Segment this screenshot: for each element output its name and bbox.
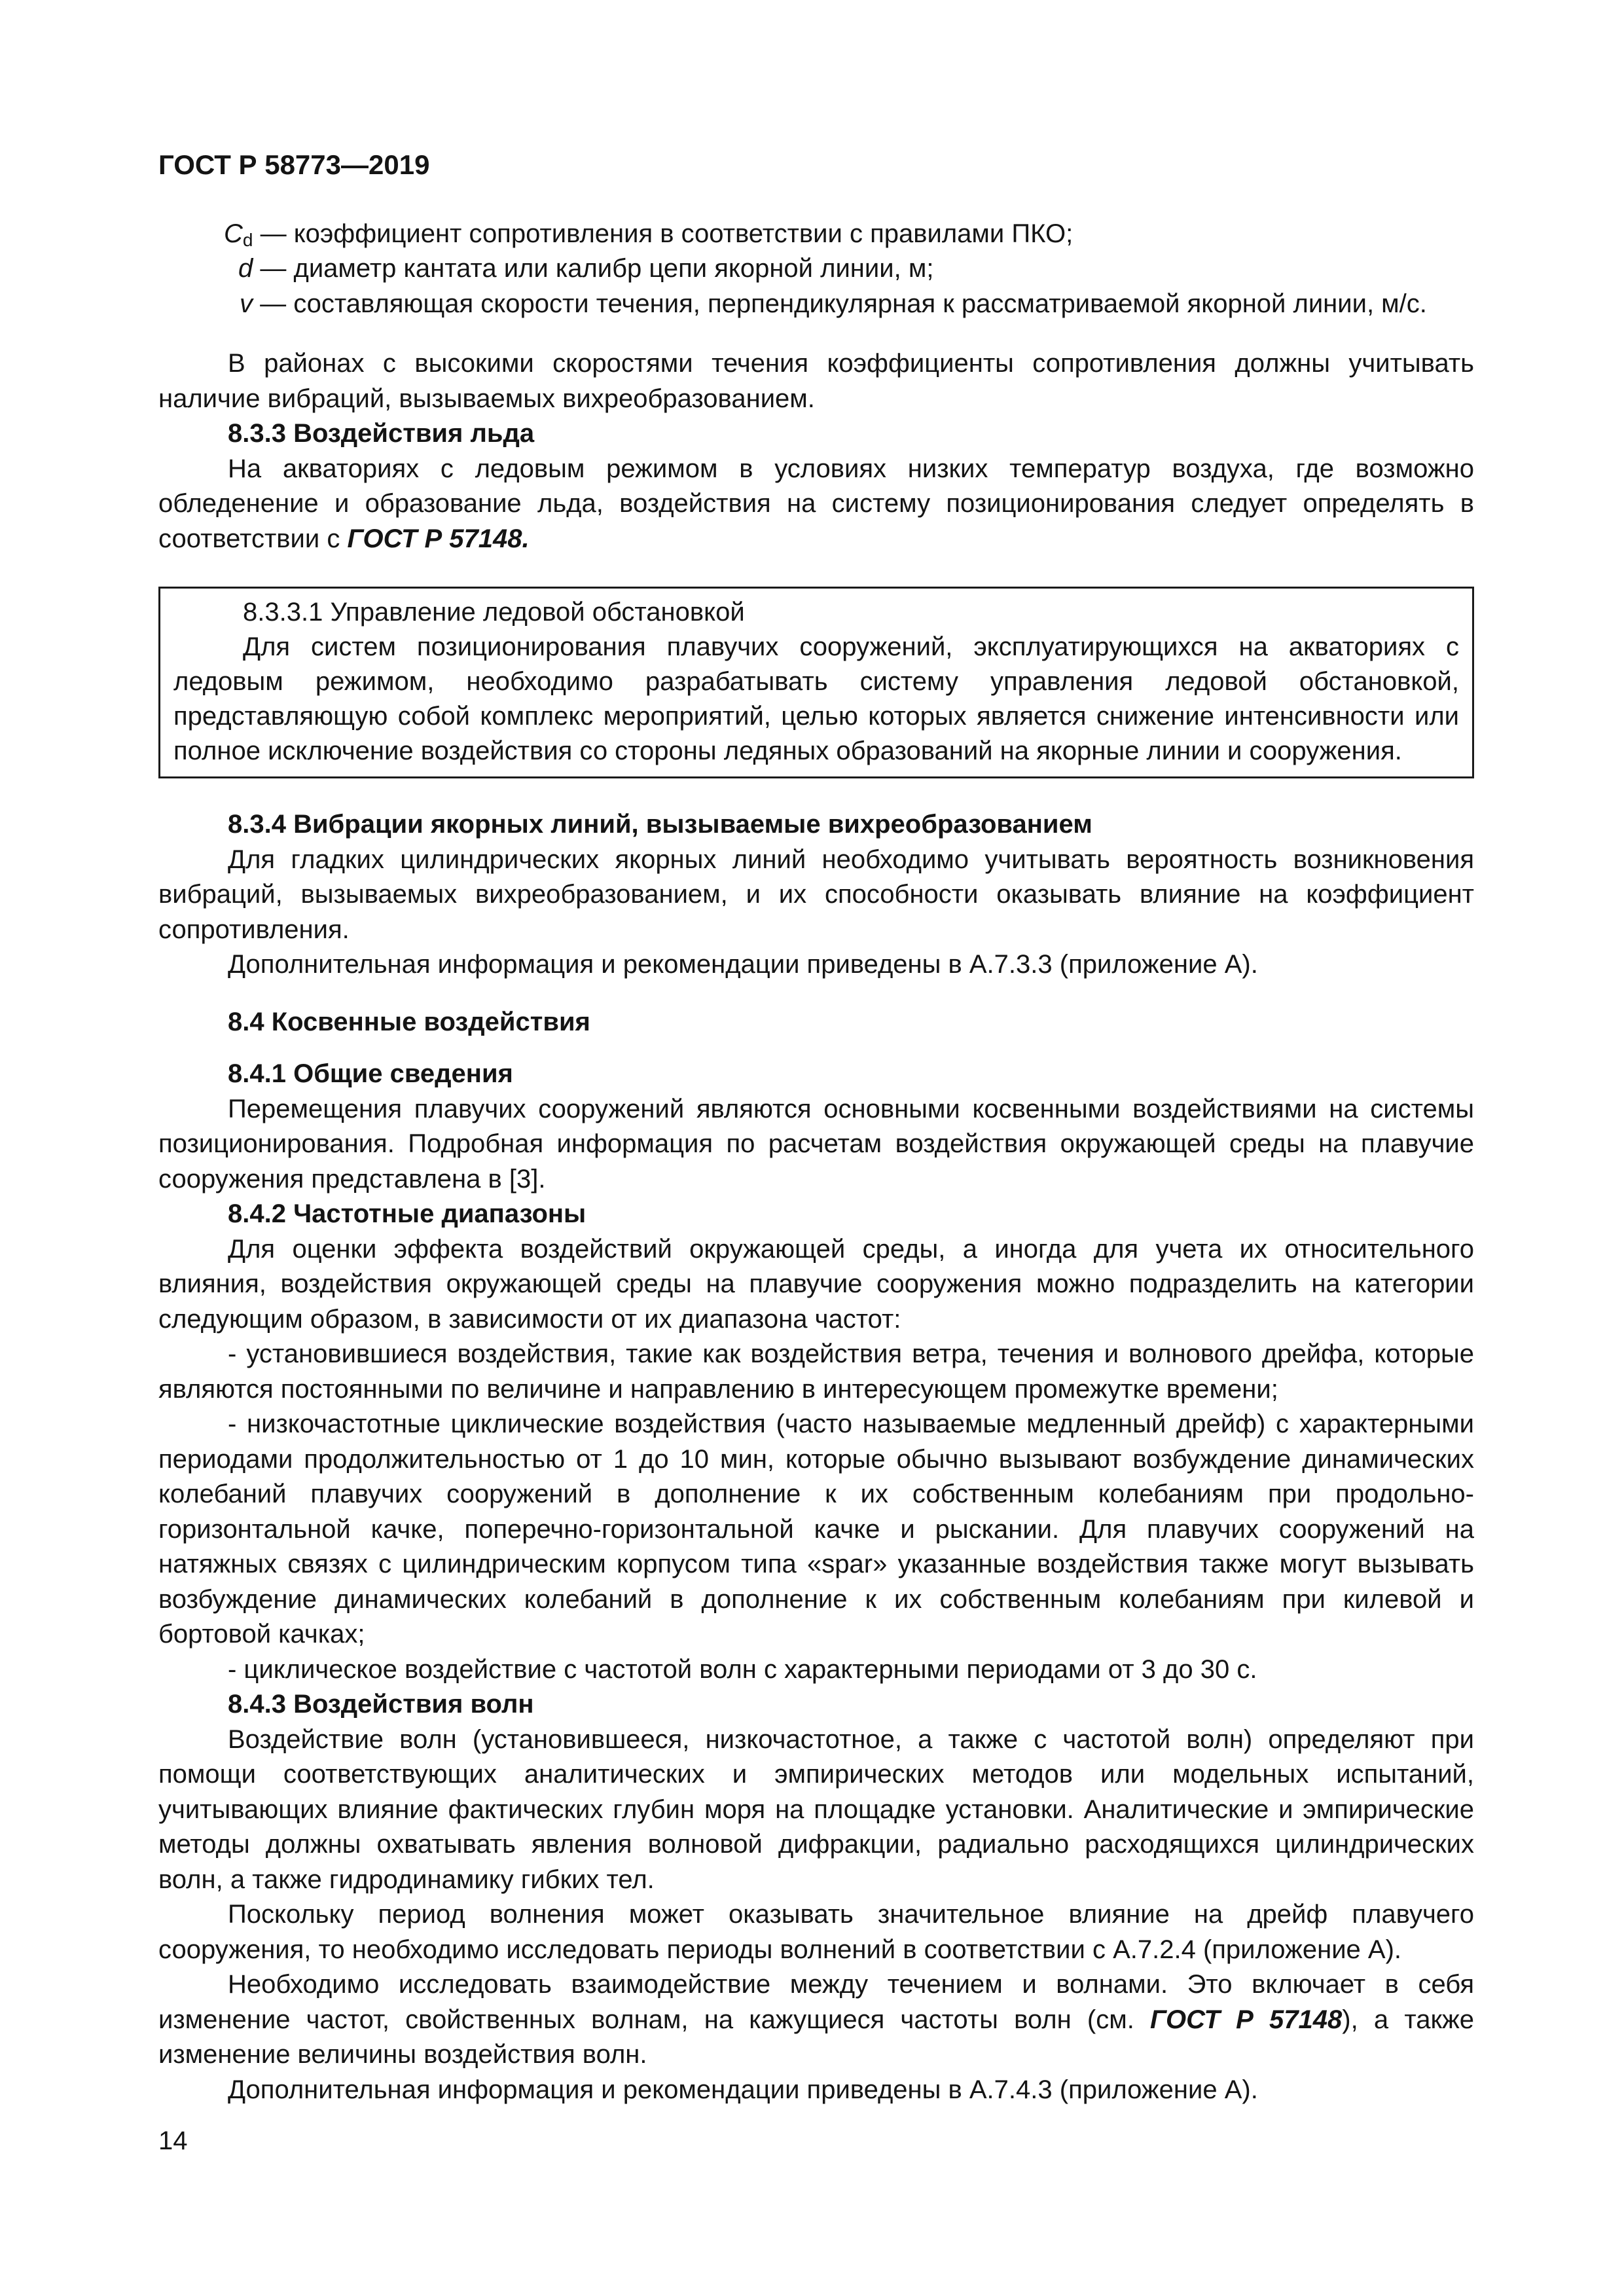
list-item: - циклическое воздействие с частотой волн с характерными периодами от 3 до 30 с. [228,1654,1257,1684]
heading-8-4: 8.4 Косвенные воздействия [228,1007,590,1036]
definition-text: — составляющая скорости течения, перпендикулярная к рассматриваемой якорной линии, м/с. [253,289,1427,318]
heading-8-4-3: 8.4.3 Воздействия волн [228,1690,534,1719]
paragraph: Воздействие волн (установившееся, низкочастотное, а также с частотой волн) определяют при помощи соответствующих аналитических и эмпирических методов или модельных испытаний, учитывающих влияние фактических глубин моря на площадке установки. Аналитические и эмпирические методы должны охватывать явления волновой дифракции, радиально расходящихся цилиндрических волн, а также гидродинамику гибких тел. [158,1724,1474,1894]
definition-d [158,251,1474,287]
framed-amendment-box [158,587,1474,778]
heading-8-3-4: 8.3.4 Вибрации якорных линий, вызываемые вихреобразованием [228,810,1092,839]
heading-8-3-3-1: 8.3.3.1 Управление ледовой обстановкой [243,598,745,627]
additional-info: Дополнительная информация и рекомендации приведены в А.7.3.3 (приложение А). [228,950,1258,979]
paragraph: Для гладких цилиндрических якорных линий необходимо учитывать вероятность возникновения вибраций, вызываемых вихреобразованием, и их способности оказывать влияние на коэффициент сопротивления. [158,845,1474,944]
standard-link[interactable]: ГОСТ Р 57148 [1150,2005,1343,2034]
symbol: v [240,289,253,318]
symbol: d [238,254,253,283]
paragraph [158,1967,1474,2073]
definition-cd [158,217,1474,252]
list-item: - низкочастотные циклические воздействия (часто называемые медленный дрейф) с характерными периодами продолжительностью от 1 до 10 мин, которые обычно вызывают возбуждение динамических колебаний плавучих сооружений в дополнение к их собственным колебаниям при продольно-горизонтальной качке, поперечно-горизонтальной качке и рыскании. Для плавучих сооружений на натяжных связях с цилиндрическим корпусом типа «spar» указанные воздействия также могут вызывать возбуждение динамических колебаний в дополнение к их собственным колебаниям при килевой и бортовой качках; [158,1410,1474,1649]
paragraph: В районах с высокими скоростями течения коэффициенты сопротивления должны учитывать наличие вибраций, вызываемых вихреобразованием. [158,349,1474,413]
symbol-definitions [158,217,1474,322]
paragraph [158,452,1474,557]
list-item: - установившиеся воздействия, такие как воздействия ветра, течения и волнового дрейфа, которые являются постоянными по величине и направлению в интересующем промежутке времени; [158,1339,1474,1404]
page-number: 14 [158,2126,188,2155]
symbol-subscript: d [242,229,253,250]
paragraph: Для систем позиционирования плавучих сооружений, эксплуатирующихся на акваториях с ледовым режимом, необходимо разрабатывать систему управления ледовой обстановкой, представляющую собой комплекс мероприятий, целью которых является снижение интенсивности или полное исключение воздействия со стороны ледяных образований на якорные линии и сооружения. [173,632,1459,765]
paragraph: Для оценки эффекта воздействий окружающей среды, а иногда для учета их относительного влияния, воздействия окружающей среды на плавучие сооружения можно подразделить на категории следующим образом, в зависимости от их диапазона частот: [158,1234,1474,1334]
heading-8-4-1: 8.4.1 Общие сведения [228,1059,513,1088]
definition-text: — диаметр кантата или калибр цепи якорной линии, м; [253,254,934,283]
heading-8-4-2: 8.4.2 Частотные диапазоны [228,1199,586,1228]
additional-info: Дополнительная информация и рекомендации приведены в А.7.4.3 (приложение А). [228,2075,1258,2104]
paragraph-text: Необходимо исследовать взаимодействие между течением и волнами. Это включает в себя изменение частот, свойственных волнам, на кажущиеся частоты волн (см. [158,1970,1474,2034]
paragraph: Поскольку период волнения может оказывать значительное влияние на дрейф плавучего сооружения, то необходимо исследовать периоды волнений в соответствии с А.7.2.4 (приложение А). [158,1900,1474,1964]
heading-8-3-3: 8.3.3 Воздействия льда [228,419,535,448]
symbol: C [224,219,243,248]
page-content [158,147,1474,2107]
paragraph-text: На акваториях с ледовым режимом в условиях низких температур воздуха, где возможно обледенение и образование льда, воздействия на систему позиционирования следует определять в соответствии с [158,454,1474,553]
document-code: ГОСТ Р 58773—2019 [158,149,430,180]
definition-v [158,287,1474,322]
paragraph: Перемещения плавучих сооружений являются основными косвенными воздействиями на системы позиционирования. Подробная информация по расчетам воздействия окружающей среды на плавучие сооружения представлена в [3]. [158,1094,1474,1194]
paragraph-text: ), а также изменение величины воздействия волн. [158,2005,1475,2069]
standard-link[interactable]: ГОСТ Р 57148. [347,524,530,553]
definition-text: — коэффициент сопротивления в соответствии с правилами ПКО; [253,219,1074,248]
